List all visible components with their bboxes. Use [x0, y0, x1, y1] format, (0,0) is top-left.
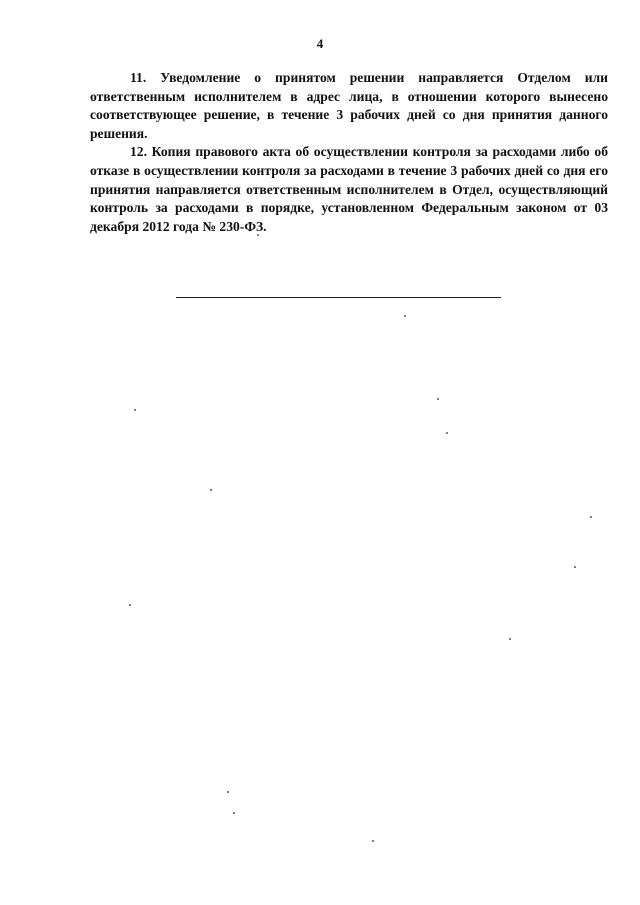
scan-speck — [446, 432, 448, 434]
scan-speck — [233, 812, 235, 814]
scan-speck — [129, 604, 131, 606]
scan-speck — [210, 489, 212, 491]
scan-speck — [590, 516, 592, 518]
scan-speck — [404, 315, 406, 317]
scan-speck — [372, 840, 374, 842]
scan-speck — [574, 566, 576, 568]
paragraph-11: 11. Уведомление о принятом решении направляется Отделом или ответственным исполнителем в адрес лица, в отношении которого вынесено соответствующее решение, в течение 3 рабочих дней со дня принятия данного решения. — [90, 70, 608, 141]
page-number: 4 — [316, 36, 324, 51]
paragraph-12: 12. Копия правового акта об осуществлении контроля за расходами либо об отказе в осуществлении контроля за расходами в течение 3 рабочих дней со дня его принятия направляется ответственным исполнителем в Отдел, осуществляющий контроль за расходами в порядке, установленном Федеральным законом от 03 декабря 2012 года № 230-ФЗ. — [90, 144, 608, 234]
scan-speck — [509, 638, 511, 640]
scan-speck — [134, 409, 136, 411]
scan-speck — [437, 398, 439, 400]
scan-speck — [257, 234, 259, 236]
document-body — [90, 69, 608, 236]
scan-speck — [227, 791, 229, 793]
closing-separator-line — [176, 297, 501, 298]
